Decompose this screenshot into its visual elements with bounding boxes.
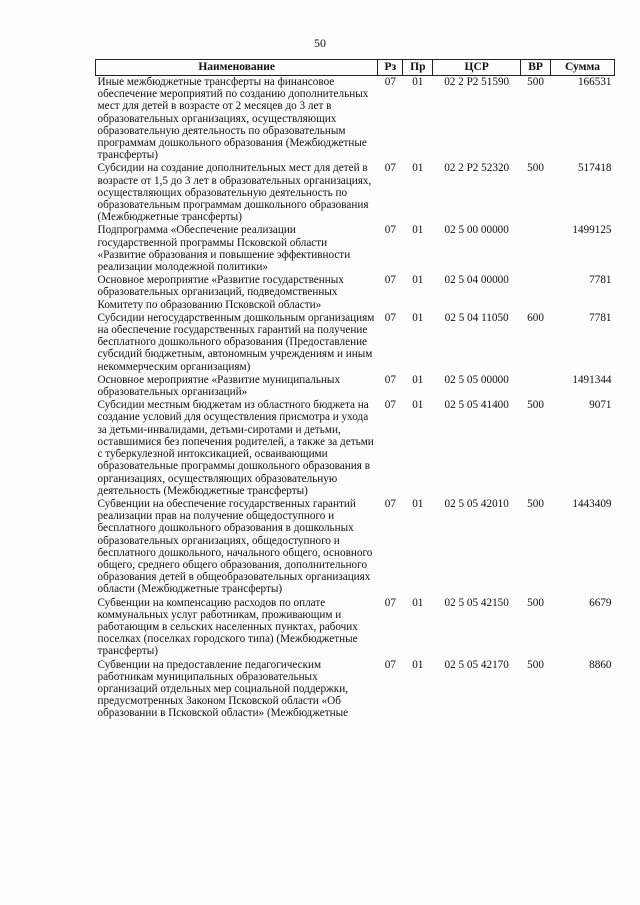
cell-rz: 07 — [384, 399, 396, 412]
cell-sum: 1491344 — [572, 373, 612, 386]
cell-rz: 07 — [384, 596, 396, 609]
cell-name: Субвенции на компенсацию расходов по оплате коммунальных услуг работникам, проживающим и работающим в сельских населенных пунктах, рабочих поселках (поселках городского типа) (Межбюджетные трансферты) — [97, 596, 358, 658]
cell-rz: 07 — [384, 373, 396, 386]
header-vr: ВР — [521, 60, 551, 76]
header-rz: Рз — [378, 60, 403, 76]
cell-name: Субсидии на создание дополнительных мест для детей в возрасте от 1,5 до 3 лет в образовательных организациях, осуществляющих образовательную деятельность по образовательным программам дошкольного образования (Межбюджетные трансферты) — [97, 162, 372, 224]
table-row — [96, 224, 615, 274]
cell-vr — [521, 374, 551, 399]
cell-csr: 02 5 05 41400 — [444, 399, 509, 412]
cell-csr: 02 5 05 00000 — [444, 373, 509, 386]
page-number: 50 — [314, 36, 326, 50]
header-pr: Пр — [403, 60, 433, 76]
cell-csr: 02 5 05 42170 — [444, 658, 509, 671]
cell-rz: 07 — [384, 162, 396, 175]
cell-name: Субвенции на предоставление педагогическим работникам муниципальных образовательных организаций отдельных мер социальной поддержки, предусмотренных Законом Псковской области «Об образовании в Псковской области» (Межбюджетные — [97, 658, 349, 720]
cell-rz: 07 — [384, 224, 396, 237]
cell-name: Субсидии негосударственным дошкольным организациям на обеспечение государственных гарантий на получение бесплатного дошкольного образования (Предоставление субсидий бюджетным, автономным учреждениям и иным некоммерческим организациям) — [97, 311, 375, 373]
table-row — [96, 274, 615, 312]
cell-rz: 07 — [384, 658, 396, 671]
cell-pr: 01 — [412, 373, 424, 386]
header-csr: ЦСР — [433, 60, 521, 76]
cell-rz: 07 — [384, 311, 396, 324]
cell-sum: 1443409 — [572, 497, 612, 510]
cell-csr: 02 5 05 42150 — [444, 596, 509, 609]
cell-sum: 166531 — [577, 76, 612, 88]
cell-csr: 02 5 00 00000 — [444, 224, 509, 237]
cell-pr: 01 — [412, 76, 424, 88]
table-row — [96, 76, 615, 163]
table-row — [96, 498, 615, 597]
cell-csr: 02 2 Р2 51590 — [444, 76, 510, 88]
cell-sum: 6679 — [589, 596, 612, 609]
cell-pr: 01 — [412, 596, 424, 609]
cell-vr — [521, 274, 551, 312]
table-row — [96, 312, 615, 374]
cell-vr: 500 — [527, 658, 544, 671]
table-row — [96, 374, 615, 399]
cell-name: Основное мероприятие «Развитие муниципальных образовательных организаций» — [97, 373, 341, 399]
cell-name: Подпрограмма «Обеспечение реализации государственной программы Псковской области «Развитие образования и повышение эффективности реализации молодежной политики» — [97, 224, 351, 274]
cell-pr: 01 — [412, 497, 424, 510]
cell-name: Иные межбюджетные трансферты на финансовое обеспечение мероприятий по созданию дополнительных мест для детей в возрасте от 2 месяцев до 3 лет в образовательных организациях, осуществляющих образовательную деятельность по образовательным программам дошкольного образования (Межбюджетные трансферты) — [97, 76, 369, 162]
cell-pr: 01 — [412, 224, 424, 237]
cell-csr: 02 5 04 00000 — [444, 274, 509, 287]
cell-name: Субвенции на обеспечение государственных гарантий реализации прав на получение общедоступного и бесплатного дошкольного образования в дошкольных образовательных организациях, общедоступного и бесплатного дошкольного, начального общего, основного общего, среднего общего образования, дополнительного образования детей в общеобразовательных организациях области (Межбюджетные трансферты) — [97, 497, 373, 596]
cell-sum: 7781 — [589, 311, 612, 324]
header-sum: Сумма — [551, 60, 615, 76]
cell-rz: 07 — [384, 274, 396, 287]
cell-csr: 02 5 05 42010 — [444, 497, 509, 510]
cell-csr: 02 5 04 11050 — [444, 311, 509, 324]
header-name: Наименование — [96, 60, 378, 76]
cell-vr: 600 — [527, 311, 544, 324]
cell-pr: 01 — [412, 658, 424, 671]
table-row — [96, 399, 615, 498]
cell-name: Основное мероприятие «Развитие государственных образовательных организаций, подведомственных Комитету по образованию Псковской области» — [97, 274, 344, 311]
cell-vr: 500 — [527, 76, 544, 88]
cell-sum: 517418 — [577, 162, 612, 175]
table-row — [96, 659, 615, 721]
cell-sum: 1499125 — [572, 224, 612, 237]
cell-pr: 01 — [412, 311, 424, 324]
budget-table — [95, 59, 615, 721]
table-header-row — [96, 60, 615, 76]
cell-pr: 01 — [412, 162, 424, 175]
cell-pr: 01 — [412, 399, 424, 412]
cell-vr: 500 — [527, 399, 544, 412]
cell-rz: 07 — [384, 76, 396, 88]
cell-vr: 500 — [527, 162, 544, 175]
cell-sum: 8860 — [589, 658, 612, 671]
cell-vr — [521, 224, 551, 274]
cell-csr: 02 2 Р2 52320 — [444, 162, 510, 175]
cell-pr: 01 — [412, 274, 424, 287]
cell-vr: 500 — [527, 596, 544, 609]
cell-name: Субсидии местным бюджетам из областного бюджета на создание условий для осуществления присмотра и ухода за детьми-инвалидами, детьми-сиротами и детьми, оставшимися без попечения родителей, а также за детьми с туберкулезной интоксикацией, осваивающими образовательные программы дошкольного образования в организациях, осуществляющих образовательную деятельность (Межбюджетные трансферты) — [97, 399, 374, 497]
cell-sum: 9071 — [589, 399, 612, 412]
cell-rz: 07 — [384, 497, 396, 510]
cell-vr: 500 — [527, 497, 544, 510]
table-row — [96, 162, 615, 224]
cell-sum: 7781 — [589, 274, 612, 287]
table-row — [96, 597, 615, 659]
